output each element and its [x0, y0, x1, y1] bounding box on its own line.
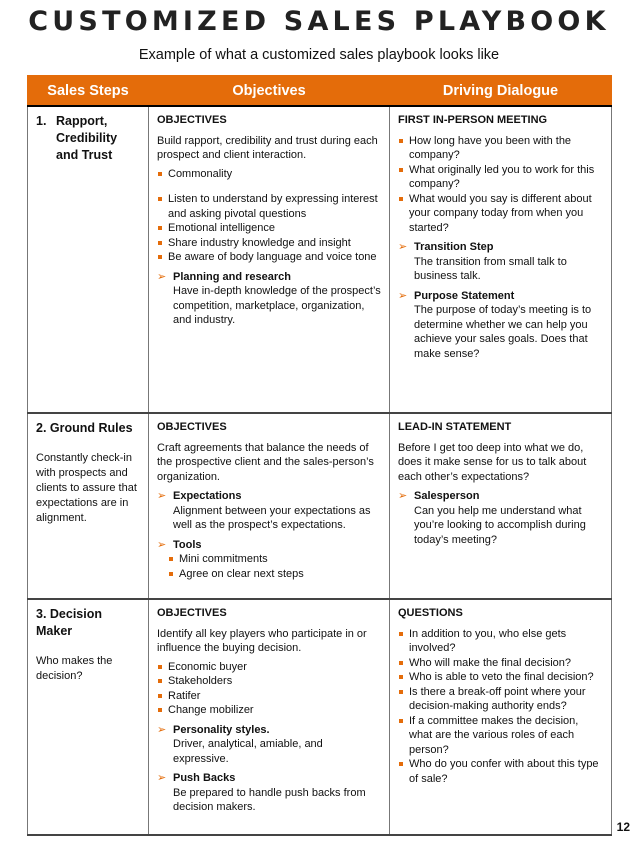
list-item: Share industry knowledge and insight: [157, 236, 381, 251]
arrow-bullet-icon: ➢: [157, 772, 167, 784]
step-description: Constantly check-in with prospects and clients to assure that expectations are in alignment.: [36, 452, 137, 524]
step-description: Who makes the decision?: [36, 655, 113, 682]
objectives-text: Identify all key players who participate in or influence the buying decision.: [157, 627, 367, 654]
arrow-bullet-icon: ➢: [157, 723, 167, 736]
arrow-item: ➢ Transition Step The transition from small talk to business talk.: [398, 241, 567, 282]
objectives-list: [157, 660, 381, 718]
arrow-item: ➢ Expectations Alignment between your expectations as well as the prospect’s expectations.: [157, 490, 371, 531]
header-driving-dialogue: Driving Dialogue: [390, 76, 612, 107]
table-row: [28, 106, 612, 413]
arrow-item: ➢ Push Backs Be prepared to handle push backs from decision makers.: [157, 772, 366, 813]
list-item: Ratifer: [157, 689, 381, 704]
list-item: Is there a break-off point where your decision-making authority ends?: [398, 685, 603, 714]
step-cell: [28, 413, 149, 599]
arrow-bullet-icon: ➢: [157, 538, 167, 551]
list-item: Who is able to veto the final decision?: [398, 670, 603, 685]
list-item: What would you say is different about your company today from when you started?: [398, 192, 603, 236]
objectives-cell: [149, 106, 390, 413]
objectives-heading: OBJECTIVES: [157, 421, 227, 433]
step-title: 1. Rapport, Credibility and Trust: [36, 114, 118, 162]
dialogue-cell: [390, 599, 612, 835]
list-item: Commonality: [157, 167, 381, 182]
dialogue-list: [398, 627, 603, 787]
objectives-cell: [149, 599, 390, 835]
list-item: Listen to understand by expressing interest and asking pivotal questions: [157, 192, 381, 221]
arrow-bullet-icon: ➢: [398, 490, 408, 502]
step-title: 3. Decision Maker: [36, 607, 102, 638]
dialogue-heading: LEAD-IN STATEMENT: [398, 421, 512, 433]
list-item: Emotional intelligence: [157, 221, 381, 236]
dialogue-cell: [390, 413, 612, 599]
objectives-heading: OBJECTIVES: [157, 114, 227, 126]
list-item: Economic buyer: [157, 660, 381, 675]
table-header-row: [28, 76, 612, 107]
page-subtitle: Example of what a customized sales playbook looks like: [138, 47, 500, 63]
arrow-item: ➢ Planning and research Have in-depth knowledge of the prospect’s competition, marketplace, organization, and industry.: [157, 270, 381, 326]
step-cell: [28, 599, 149, 835]
arrow-item: ➢ Purpose Statement The purpose of today’s meeting is to determine whether we can help you achieve your sales goals. Does that make sense?: [398, 289, 592, 360]
step-title: 2. Ground Rules: [36, 421, 133, 435]
header-objectives: Objectives: [149, 76, 390, 107]
objectives-heading: OBJECTIVES: [157, 607, 227, 619]
dialogue-cell: [390, 106, 612, 413]
arrow-bullet-icon: ➢: [157, 270, 167, 283]
arrow-bullet-icon: ➢: [398, 241, 408, 253]
list-item: If a committee makes the decision, what are the various roles of each person?: [398, 714, 603, 758]
list-item: Who will make the final decision?: [398, 656, 603, 671]
objectives-list: [157, 167, 381, 182]
objectives-cell: [149, 413, 390, 599]
list-item: Be aware of body language and voice tone: [157, 250, 381, 265]
dialogue-heading: FIRST IN-PERSON MEETING: [398, 114, 548, 126]
dialogue-heading: QUESTIONS: [398, 607, 463, 619]
arrow-bullet-icon: ➢: [157, 490, 167, 502]
tools-list: [168, 552, 381, 581]
list-item: Change mobilizer: [157, 703, 381, 718]
list-item: What originally led you to work for this company?: [398, 163, 603, 192]
arrow-bullet-icon: ➢: [398, 289, 408, 302]
header-sales-steps: Sales Steps: [28, 76, 149, 107]
objectives-list: [157, 192, 381, 265]
table-row: [28, 599, 612, 835]
arrow-item: ➢ Personality styles. Driver, analytical, amiable, and expressive.: [157, 723, 323, 765]
list-item: In addition to you, who else gets involved?: [398, 627, 603, 656]
playbook-table: [27, 75, 612, 836]
objectives-text: Craft agreements that balance the needs of the prospective client and the sales-person’s organization.: [157, 441, 374, 483]
page-number: 12: [616, 820, 630, 834]
list-item: How long have you been with the company?: [398, 134, 603, 163]
table-row: [28, 413, 612, 599]
arrow-item: ➢ Tools Mini commitments Agree on clear next steps: [157, 538, 381, 582]
dialogue-text: Before I get too deep into what we do, does it make sense for us to talk about each other’s expectations?: [398, 441, 587, 483]
objectives-text: Build rapport, credibility and trust during each prospect and client interaction.: [157, 134, 378, 161]
list-item: Stakeholders: [157, 674, 381, 689]
arrow-item: ➢ Salesperson Can you help me understand what you’re looking to accomplish during today’s meeting?: [398, 490, 586, 546]
list-item: Who do you confer with about this type of sale?: [398, 757, 603, 786]
list-item: Mini commitments: [168, 552, 381, 567]
dialogue-list: [398, 134, 603, 236]
page-title: CUSTOMIZED SALES PLAYBOOK: [28, 6, 610, 37]
list-item: Agree on clear next steps: [168, 567, 381, 582]
step-cell: [28, 106, 149, 413]
